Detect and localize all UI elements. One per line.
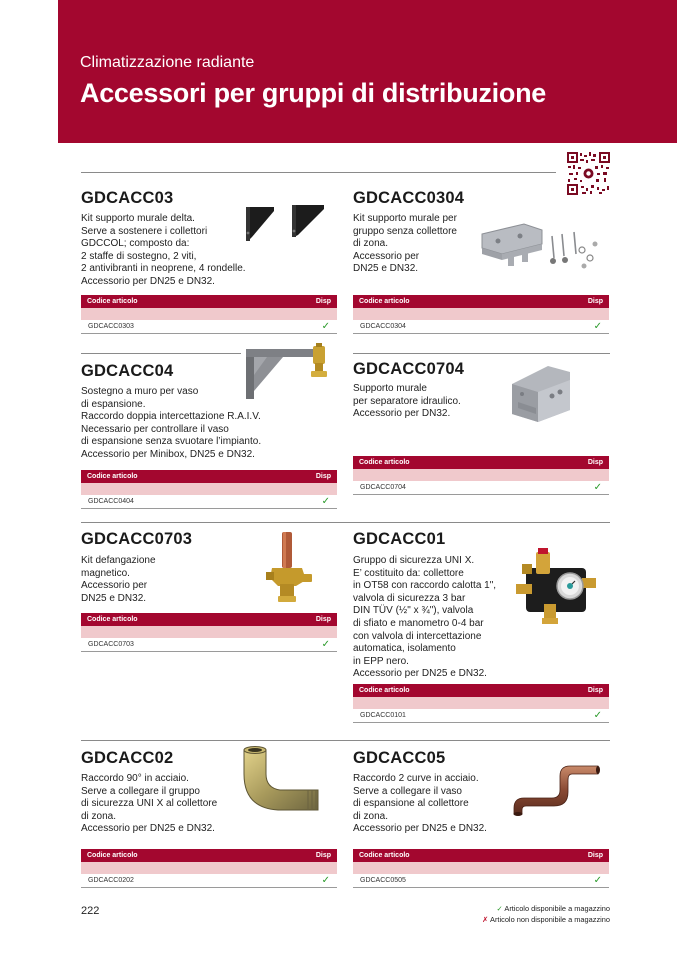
article-table <box>353 684 609 723</box>
table-row[interactable] <box>353 320 609 334</box>
article-table <box>81 295 337 334</box>
divider <box>81 172 556 173</box>
article-code: GDCACC0404 <box>88 498 134 505</box>
article-code: GDCACC0304 <box>360 323 406 330</box>
article-table <box>81 849 337 888</box>
product-image-double-bend <box>508 756 604 826</box>
column-header-disp: Disp <box>315 852 331 859</box>
product-image-vessel-support <box>243 343 333 401</box>
product-description: Gruppo di sicurezza UNI X. E’ costituito da: collettore in OT58 con raccordo calotta 1", valvola di sicurezza 3 bar DIN TÜV (½" x ¾"), valvola di sfiato e manometro 0-4 bar con valvola di intercettazione automatica, isolamento in EPP nero. Accessorio per DN25 e DN32. <box>353 555 497 680</box>
article-table <box>353 295 609 334</box>
product-title: GDCACC05 <box>353 749 446 767</box>
table-row[interactable] <box>353 874 609 888</box>
product-title: GDCACC04 <box>81 362 174 380</box>
product-description: Raccordo 2 curve in acciaio. Serve a collegare il vaso di espansione al collettore di zona. Accessorio per DN25 e DN32. <box>353 773 487 835</box>
column-header-disp: Disp <box>587 298 603 305</box>
column-header-code: Codice articolo <box>359 687 410 694</box>
column-header-disp: Disp <box>315 298 331 305</box>
article-table <box>81 470 337 509</box>
cross-icon: ✗ <box>482 915 489 924</box>
product-title: GDCACC01 <box>353 530 446 548</box>
article-code: GDCACC0505 <box>360 877 406 884</box>
article-table <box>353 849 609 888</box>
column-header-disp: Disp <box>587 687 603 694</box>
qr-code[interactable] <box>566 151 611 196</box>
available-check-icon: ✓ <box>593 710 602 721</box>
available-check-icon: ✓ <box>593 875 602 886</box>
product-title: GDCACC0704 <box>353 360 465 378</box>
table-row[interactable] <box>353 481 609 495</box>
availability-legend <box>482 903 610 925</box>
legend-available: Articolo disponibile a magazzino <box>504 904 610 913</box>
table-row[interactable] <box>81 495 337 509</box>
column-header-code: Codice articolo <box>87 473 138 480</box>
table-row[interactable] <box>353 709 609 723</box>
product-description: Supporto murale per separatore idraulico. Accessorio per DN32. <box>353 383 461 420</box>
table-row[interactable] <box>81 874 337 888</box>
column-header-code: Codice articolo <box>87 298 138 305</box>
divider <box>353 353 610 354</box>
available-check-icon: ✓ <box>321 875 330 886</box>
column-header-code: Codice articolo <box>359 852 410 859</box>
product-description: Kit defangazione magnetico. Accessorio per DN25 e DN32. <box>81 555 156 604</box>
column-header-disp: Disp <box>315 473 331 480</box>
product-description: Kit supporto murale per gruppo senza collettore di zona. Accessorio per DN25 e DN32. <box>353 213 457 275</box>
product-image-magnetic-filter <box>266 530 316 604</box>
product-description: Kit supporto murale delta. Serve a sostenere i collettori GDCCOL; composto da: 2 staffe di sostegno, 2 viti, 2 antivibranti in neoprene, 4 rondelle. Accessorio per DN25 e DN32. <box>81 213 246 287</box>
article-code: GDCACC0202 <box>88 877 134 884</box>
legend-unavailable: Articolo non disponibile a magazzino <box>490 915 610 924</box>
available-check-icon: ✓ <box>321 496 330 507</box>
article-code: GDCACC0703 <box>88 641 134 648</box>
column-header-code: Codice articolo <box>87 616 138 623</box>
product-title: GDCACC02 <box>81 749 174 767</box>
column-header-disp: Disp <box>315 616 331 623</box>
divider <box>81 522 610 523</box>
product-description: Raccordo 90° in acciaio. Serve a collegare il gruppo di sicurezza UNI X al collettore di zona. Accessorio per DN25 e DN32. <box>81 773 218 835</box>
available-check-icon: ✓ <box>321 639 330 650</box>
product-image-separator-support <box>508 362 574 424</box>
table-row[interactable] <box>81 638 337 652</box>
product-image-mount-kit <box>478 214 602 274</box>
product-description: Sostegno a muro per vaso di espansione. Raccordo doppia intercettazione R.A.I.V. Necessario per controllare il vaso di espansione senza svuotare l’impianto. Accessorio per Minibox, DN25 e DN32. <box>81 386 262 460</box>
product-image-90-elbow <box>236 744 328 820</box>
product-title: GDCACC0703 <box>81 530 193 548</box>
column-header-code: Codice articolo <box>359 298 410 305</box>
check-icon: ✓ <box>496 904 503 913</box>
column-header-code: Codice articolo <box>359 459 410 466</box>
product-image-wall-brackets <box>240 203 330 245</box>
table-row[interactable] <box>81 320 337 334</box>
available-check-icon: ✓ <box>321 321 330 332</box>
article-table <box>81 613 337 652</box>
section-subtitle: Climatizzazione radiante <box>80 54 255 71</box>
product-title: GDCACC0304 <box>353 189 465 207</box>
column-header-code: Codice articolo <box>87 852 138 859</box>
page-header <box>58 0 677 143</box>
product-image-safety-group <box>512 548 600 626</box>
article-code: GDCACC0303 <box>88 323 134 330</box>
divider <box>81 740 610 741</box>
article-code: GDCACC0704 <box>360 484 406 491</box>
divider <box>81 353 241 354</box>
available-check-icon: ✓ <box>593 321 602 332</box>
page-title: Accessori per gruppi di distribuzione <box>80 78 546 108</box>
product-title: GDCACC03 <box>81 189 174 207</box>
article-table <box>353 456 609 495</box>
column-header-disp: Disp <box>587 459 603 466</box>
available-check-icon: ✓ <box>593 482 602 493</box>
page-number: 222 <box>81 905 100 917</box>
article-code: GDCACC0101 <box>360 712 406 719</box>
column-header-disp: Disp <box>587 852 603 859</box>
